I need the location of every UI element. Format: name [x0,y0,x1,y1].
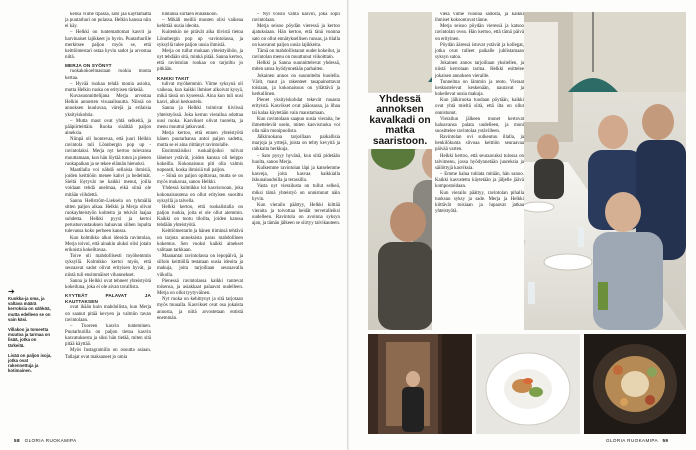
body-paragraph: tulivat myöhemmin. Viime syksynä oli vaikeaa, kun kaikki ihmiset alkoivat kysyä, mikä tässä on kyseessä. Aina kun tuli uusi kasvi, alkoi keskustelu. [157,81,243,106]
body-paragraph: Niinpä oli luontevaa, että juuri Helkin ravintola tuli Lönnbergin pop up -ravintolaksi. Merja nyt kertoo tulevansa muuttamaan, kun hän löytää tutun ja pienen ruokapaikan ja se tekee elämän hienoksi. [65,137,151,167]
body-paragraph: Sanna ja Helkki ovat tehneet yhteistyötä kokeiluna, joka ei ole aivan tavallista. [65,278,151,290]
page-folio-right [606,438,668,443]
body-paragraph: Kuvasuunnittelijana Merja arvostaa Helkin annosten visuaalisuutta. Niissä on annoksen kuuluvaa, värejä ja erilaisia yksityiskohtia. [65,94,151,118]
subheading: KYYTEÄT PALAVAT JA KAUTTAKSEN [65,293,151,305]
body-paragraph: hintansa siirtäen ennakkoon. [162,12,218,17]
body-paragraph: Kun jälkiruoka tuodaan pöytään, kaikki ovat yhtä mieltä siitä, että ilta on ollut onnistunut. [435,98,524,116]
body-paragraph: Pienessä ravintolassa kaikki tuntevat toisensa, ja asiakkaat palaavat uudelleen. Merja on ollut tyytyväinen. [157,278,243,297]
body-paragraph: Merja seisoo pöydän vieressä ja katsoo ravintolan ovea. Hän kertoo, että tämä päivä on erityinen. [435,24,524,42]
body-paragraph: Tunnelma on lämmin ja rento. Vieraat keskustelevat keskenään, nauravat ja kokeilevat uusia makuja. [435,79,524,98]
body-paragraph: Merja kertoo, että ennen yhteistyötä hänen puutarhansa antoi paljon sadetta, mutta se ei aina riittänyt ravintolalle. [157,130,243,149]
body-paragraph: – Siinä on paljon opittavaa, mutta se on myös mukavaa, sanoo Helkki. [157,174,243,186]
body-paragraph: Vasta nyt vierailusta on tullut selkeä, miksi tämä yhteistyö on onnistunut näin hyvin. [252,184,340,202]
body-paragraph: Kun ravintolaan saapuu uusia vieraita, he ihmettelevät usein, miten kasvisruoka voi olla näin monipuolista. [252,116,340,134]
body-paragraph: Kulkemme ravintolan läpi ja katselemme kasveja, joita kasvaa kaikkialla ikkunalaudoilla ja terassilla. [252,165,340,184]
body-paragraph: Jokainen annos tarjoillaan yksitellen, ja niistä kerrotaan tarina. Helkki esittelee jokaisen annoksen vieraille. [435,61,524,79]
body-paragraph: Merja on tullut mukaan yhteistyöhön, ja nyt tehdään sitä, minkä pitää. Sanna kertoo, että ravintolan ruokaa on tarjoiltu jo pitkään. [157,48,243,73]
body-paragraph: Jälkiruokana tarjoillaan paikallisia marjoja ja yrttejä, joista on tehty kevyitä ja raikkaita herkkuja. [252,135,340,153]
body-paragraph: ruokakokoelmastaan ruokia monta kertaa. [65,69,151,81]
arrow-icon: ➔ [8,287,15,296]
body-paragraph: Sanna Hellström-Lieksela on tyhmällä sitten paljon aikaa. Helkki ja Merja olivat ruokayhteistyön kohteita ja tekivät laajaa suhdetta. Helkki pyysi ja kertoi perustusvastauksen haluavan siihen lopulta tulevansa koko perheen kanssa. [65,198,151,235]
body-paragraph: Pöydän ääressä istuvat ystävät ja kollegat, jotka ovat tulleet paikalle juhlistamaan syksyn satoa. [435,42,524,61]
body-paragraph: – Sato pysyy hyvänä, kun siitä pidetään huolta, sanoo Merja. [252,153,340,165]
dinner-photo [368,12,686,330]
sidebar-note: Lisää on paljon isoja, jotka ovat rakennettuja ja kotimainen. [8,352,52,374]
body-paragraph: Nyt ruoka on kehittynyt ja sitä tarjotaan myös muualla. Kasvikset ovat osa jokaista annosta, ja niitä arvostetaan entistä enemmän. [157,297,243,321]
text-column-2 [157,12,243,438]
body-paragraph: – Mikäli meillä muuten olisi vaikeaa kehittää uusia ideoita. [157,18,243,30]
subheading: MERJA ON SYÖNYT [65,63,112,69]
body-paragraph: Ensimmäisiksi ruokailijoiksi tulivat läheiset ystävät, joiden kanssa oli helppo kokeilla. Kokonaisuus piti olla valmis nopeasti, koska ihmisiä tuli paljon. [157,149,243,173]
body-paragraph: Ravintolan ovi sulkeutuu illalla, ja henkilökunta siivoaa keittiön seuraavaa päivää varten. [435,135,524,153]
page-number: 58 [14,438,20,443]
body-paragraph: ovat ikään kuin mahdollista, kun Merja on saanut pitää kevyen ja valmiin tavan ravintolaan. [65,305,151,323]
pull-quote: Yhdessä annoksen kavalkadi on matka saaristoon. [366,93,434,149]
body-paragraph: Vierailun jälkeen monet kertovat haluavansa palata uudelleen, ja moni suosittelee ravintolaa ystävilleen. [435,116,524,134]
body-paragraph: Kun kolmikko alkoi ideoida ravintolaa, Merja toivoi, että ainakin aluksi olisi jotain erikoista kokeiltavaa. [65,235,151,253]
magazine-name: GLORIA RUOKAMIPA [24,438,77,443]
right-text-column [432,12,524,332]
dish-tray-photo [584,334,686,434]
body-paragraph: vielä viime vuonna sadosta, ja kaikki ihmiset kokoontuvat tänne. [435,12,524,24]
body-paragraph: Kun vierailu päättyy, ravintolan pihalla tuoksuu syksy ja sade. Merja ja Helkki kiittävät toisiaan ja lupaavat jatkaa yhteistyötä. [435,190,524,214]
magazine-name: GLORIA RUOKAMIPA [606,438,658,443]
body-paragraph: – Tuoreen kasvin tunteminen. Puutarhurilla on paljon tietoa kasvin kasvatuksesta ja siksi hän tietää, miten sitä pitää käyttää. [65,323,151,348]
text-column-3 [252,12,340,438]
page-folio-left [14,438,77,443]
body-paragraph: Sanna ja Helkki toimivat tiiviissä yhteistyössä. Joka kerran vierailua odottaa uusi ruoka. Kasvikset olivat tuoreita, ja menu muuttui jatkuvasti. [157,106,243,130]
body-paragraph: Helkki kertoo, että seuraavaksi tulossa on talvimenu, jossa hyödynnetään juureksia ja säilöttyjä kasviksia. [435,153,524,171]
chef-doorway-photo [368,334,472,434]
body-paragraph: Helkki ja Sanna suunnittelevat yhdessä, miten satoa hyödynnetään parhaiten. [252,61,340,73]
body-paragraph: Myös Instagramilla on osuutta asiaan. Tallajat ovat maksaneet jo omia [65,348,151,360]
body-paragraph: Keittiömestarin ja hänen tiiminsä tehtävä on tarjota annoksista paras mahdollinen kokemus. Sen vuoksi kaikki ainekset valitaan tarkkaan. [157,229,243,253]
body-paragraph: Kun vierailu päättyy, Helkki kiittää vieraita ja toivottaa heidät tervetulleiksi uudelleen. Ravintola on avoinna syksyn ajan, ja tämän jälkeen se siirtyy talvikauteen. [252,202,340,227]
sidebar-notes [8,288,54,379]
body-paragraph: Yhdessä kolmikko loi kasvisruoan, joka kokonaisuutena on ollut erityisen suosittu syksyllä ja talvella. [157,186,243,204]
body-paragraph: Maanantai ravintolassa on lepopäivä, ja silloin keittiöllä testataan uusia ideoita ja makuja, joita tarjoillaan seuraavalla viikolla. [157,254,243,278]
body-paragraph: Kuitenkin ne pitävät aika tiivistä tietoa Lönnbergin pop up -ravintolassa, ja syksyllä tulee paljon uusia ihmisiä. [157,30,243,48]
sidebar-note: Kuokka-ja oma, ja valtava määrä kerroksia on sähköä, mutta edelleen se on vain käsi. [8,296,51,322]
gutter [347,0,349,450]
body-paragraph: – Hyvää ruokaa tehdä monia asioita, mutta Helkin ruoka on erityisen tärkeää. [65,81,151,93]
body-paragraph: – Emme halua tuhlata mitään, hän sanoo. Kaikki kasvatettu käytetään ja jäljelle jäävä kompostoidaan. [435,172,524,190]
body-paragraph: Helkki kertoo, että ruokalistalla on paljon ruokia, joita ei ole ollut aiemmin. Kaikki on tuotu tiloilta, joiden kanssa tehdään yhteistyötä. [157,204,243,229]
subheading: KAIKKI TAKIT [157,75,190,81]
plated-dish-photo [476,334,580,434]
page-number: 59 [662,438,669,443]
body-paragraph: Tämä on mahdollistanut uudet kokeilut, ja ravintolan menu on muuttunut viikoittain. [252,48,340,61]
body-paragraph: Jokainen annos on suunniteltu huolella. Värit, maut ja rakenteet tasapainottavat toisiaan, ja kokonaisuus on yllättävä ja herkullinen. [252,73,340,98]
body-paragraph: Maatilalla voi nähdä sellaisia ihmisiä, joiden keittiöön menee kahvi ja hedelmät. Sieltä löytyvät ne kaikki menut, joilla voidaan tehdä unelmaa, eikä siinä ole mitään viihdettä. [65,167,151,198]
body-paragraph: Toive oli mahdollisesti myöhemmin syksyllä. Kolmikko kertoi myös, että seuraavat sadot olivat erityisen hyvät, ja niistä tuli ensimmäiset vihannekset. [65,254,151,278]
body-paragraph: Merja seisoo pöydän vieressä ja kertoo ajatuksiaan. Hän kertoo, että tänä vuonna sato on ollut ennätyksellisen runsas, ja tilalla on kasvanut paljon uusia lajikkeita. [252,24,340,48]
body-paragraph: Pienet yksityiskohdat tekevät ruuasta erityistä. Kasvikset ovat pääosassa, ja lihaa tai kalaa käytetään vain maustamaan. [252,98,340,116]
body-paragraph: – Helkki on tuntemattomat kasvit ja harvinaiset lajikkeet jo hyvin. Puutarhurille merkitsee paljon myös se, että keittiömestari ostaa hyvin sadot ja arvostaa niitä. [65,30,151,61]
body-paragraph: – Nyt voisin valita kasvin, joka sopii ravintolaan. [252,12,340,24]
body-paragraph: – Mutta maut ovat yhtä selkeitä, ja pääpiirteittäin. Ruoka sisältää paljon aineksia. [65,118,151,136]
sidebar-note: Villakoo ja tomeetta muutoa ja tarmaa on lisää, jotka on tärkeitä. [8,327,51,348]
body-paragraph: kensä viime tipassa, sato jää käyttämättä ja puutarhuri on pulassa. Helkin kanssa niin ei käy. [65,12,151,30]
text-column-1 [65,12,151,438]
